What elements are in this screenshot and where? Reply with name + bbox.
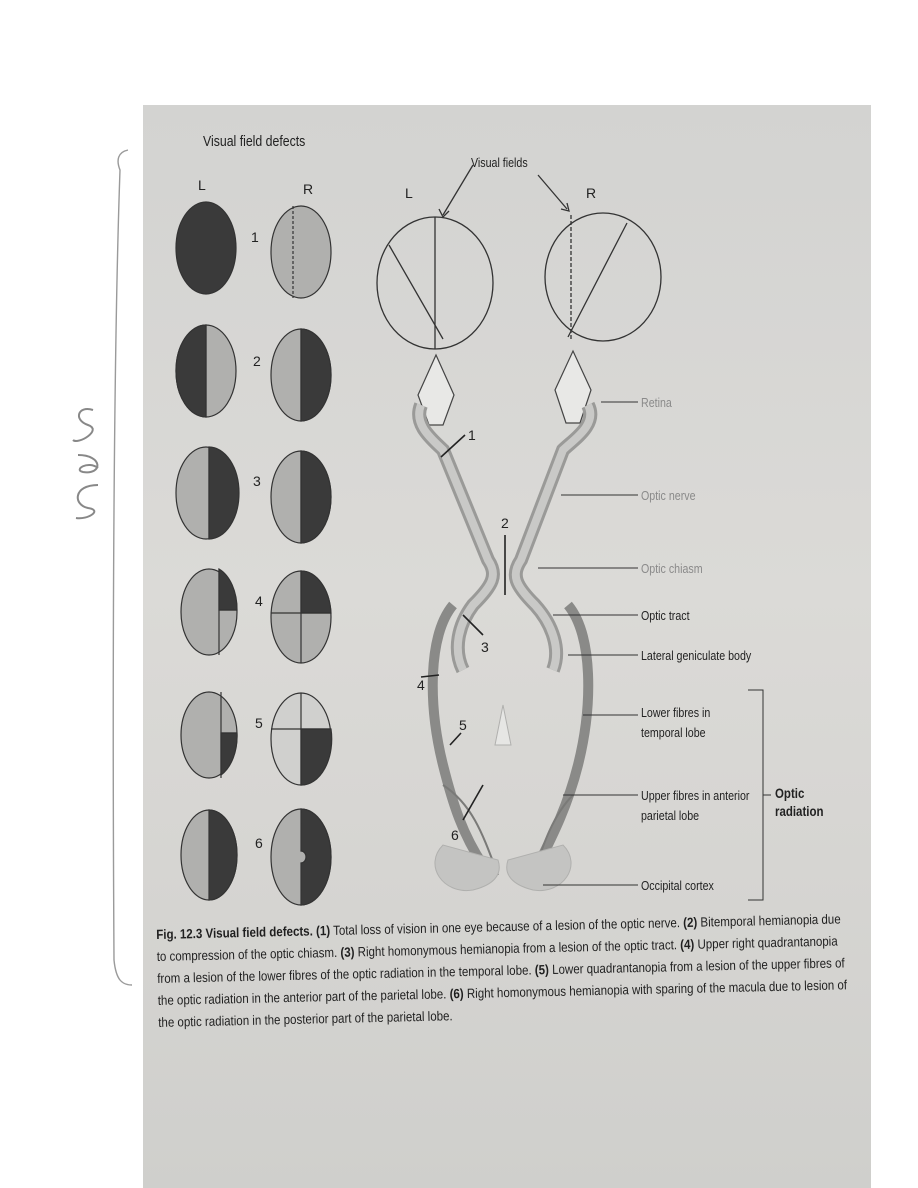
caption-text-1: Total loss of vision in one eye because of a lesion of the optic nerve. <box>329 915 684 939</box>
caption-text-2: Bitemporal hemianopia due to compression of the optic chiasm. <box>156 911 841 964</box>
caption-n6: (6) <box>449 986 464 1002</box>
optic-pathway <box>419 405 590 875</box>
defect-fields <box>176 202 332 905</box>
defect-number-1: 1 <box>251 229 259 245</box>
margin-bracket <box>100 140 140 990</box>
eye-left-label: L <box>198 177 206 193</box>
visual-pathway-figure <box>143 105 871 945</box>
label-lateral-geniculate-body: Lateral geniculate body <box>641 648 752 663</box>
visual-field-right-label: R <box>586 185 597 201</box>
defects-title: Visual field defects <box>203 133 306 150</box>
visual-field-circles <box>377 165 661 349</box>
eye-right-label: R <box>303 181 314 197</box>
label-upper-fibres-line1: Upper fibres in anterior <box>641 788 750 803</box>
caption-title: Visual field defects. <box>205 923 313 941</box>
caption-text-6: Right homonymous hemianopia with sparing of the macula due to lesion of the optic radiation in the posterior part of the parietal lobe. <box>158 977 848 1030</box>
visual-field-left-label: L <box>405 185 413 201</box>
lesion-number-5: 5 <box>459 717 467 733</box>
eyes <box>418 351 591 425</box>
defect-number-3: 3 <box>253 473 261 489</box>
caption-text-3: Right homonymous hemianopia from a lesion of the optic tract. <box>354 937 681 960</box>
caption-text-5: Lower quadrantanopia from a lesion of the upper fibres of the optic radiation in the anterior part of the parietal lobe. <box>157 955 845 1008</box>
lesion-number-6: 6 <box>451 827 459 843</box>
label-optic-radiation-line1: Optic <box>775 785 805 801</box>
label-retina: Retina <box>641 395 672 410</box>
caption-n3: (3) <box>340 944 355 960</box>
label-optic-nerve: Optic nerve <box>641 488 696 503</box>
visual-fields-label: Visual fields <box>471 155 528 170</box>
lesion-number-4: 4 <box>417 677 425 693</box>
label-lower-fibres-line2: temporal lobe <box>641 725 706 740</box>
defect-number-2: 2 <box>253 353 261 369</box>
label-occipital-cortex: Occipital cortex <box>641 878 714 893</box>
defect-number-6: 6 <box>255 835 263 851</box>
defect-number-5: 5 <box>255 715 263 731</box>
defect-number-4: 4 <box>255 593 263 609</box>
caption-text-4: Upper right quadrantanopia from a lesion of the lower fibres of the optic radiation in the temporal lobe. <box>157 933 838 986</box>
figure-caption <box>156 908 855 1034</box>
label-optic-radiation-line2: radiation <box>775 803 824 819</box>
lesion-number-1: 1 <box>468 427 476 443</box>
label-lower-fibres-line1: Lower fibres in <box>641 705 711 720</box>
caption-n1: (1) <box>315 923 331 939</box>
lesion-number-3: 3 <box>481 639 489 655</box>
label-optic-tract: Optic tract <box>641 608 690 623</box>
lesion-number-2: 2 <box>501 515 509 531</box>
caption-n2: (2) <box>683 914 698 931</box>
caption-fig-label: Fig. 12.3 <box>156 925 203 942</box>
label-upper-fibres-line2: parietal lobe <box>641 808 700 823</box>
label-optic-chiasm: Optic chiasm <box>641 561 703 576</box>
caption-n5: (5) <box>534 962 550 978</box>
caption-n4: (4) <box>680 936 695 953</box>
